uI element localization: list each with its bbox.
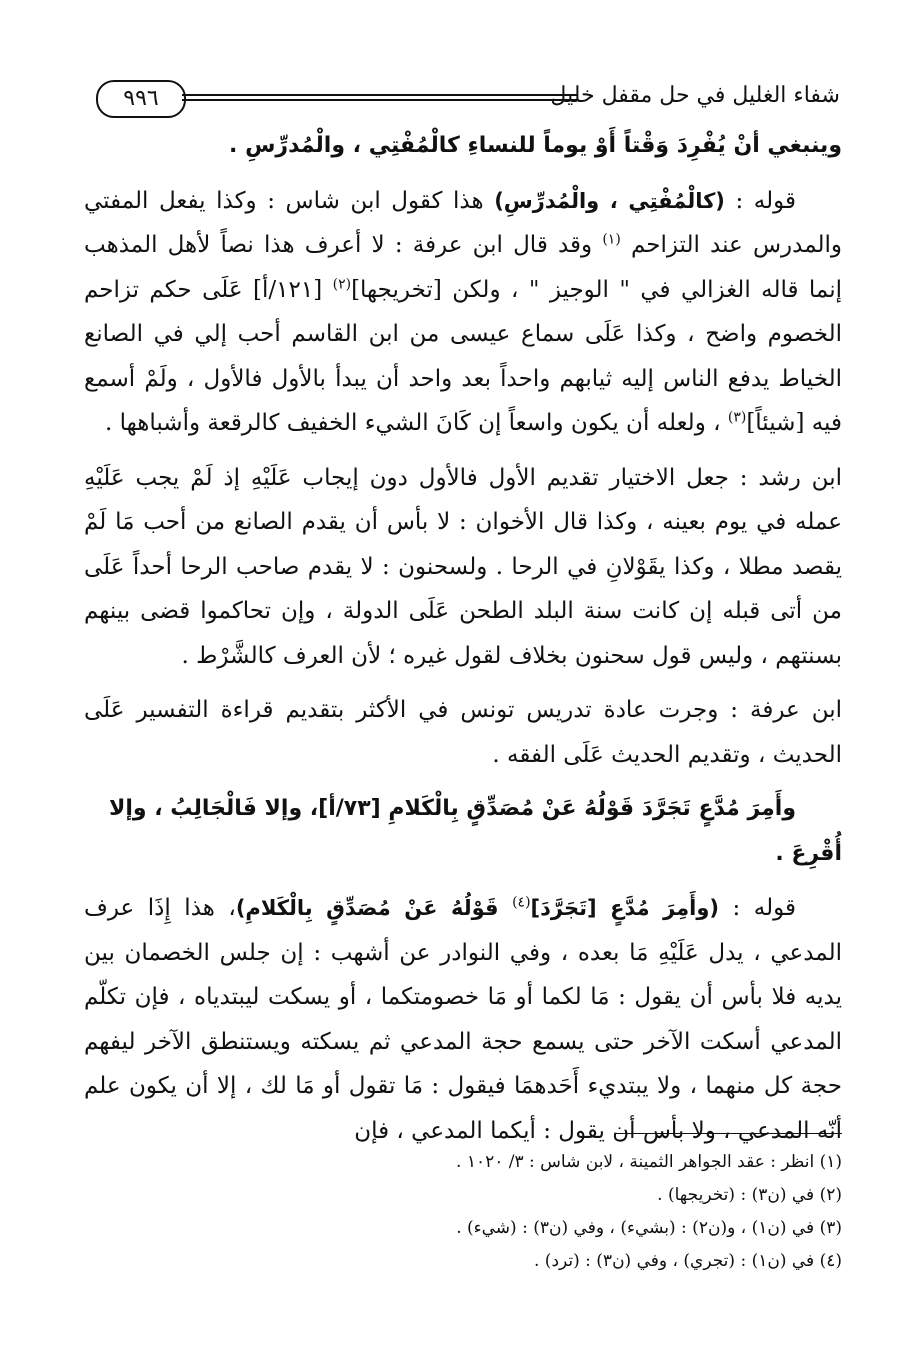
footnote-ref-4[interactable]: (٤) xyxy=(512,894,531,911)
footnote-ref-2[interactable]: (٢) xyxy=(332,275,352,292)
footnotes xyxy=(84,1146,842,1278)
lemma: قَوْلُهُ عَنْ مُصَدِّقٍ بِالْكَلامِ) xyxy=(235,896,513,920)
commentary-paragraph-2: ابن رشد : جعل الاختيار تقديم الأول فالأول دون إيجاب عَلَيْهِ إذ لَمْ يجب عَلَيْهِ عمله في يوم بعينه ، وكذا قال الأخوان : لا بأس أن يقدم الصانع من أحب مَا لَمْ يقصد مطلا ، وكذا يقَوْلانِ في الرحا . ولسحنون : لا يقدم صاحب الرحا أحداً عَلَى من أتى قبله إن كانت سنة البلد الطحن عَلَى الدولة ، وإن تحاكموا قضى بينهم بسنتهم ، وليس قول سحنون بخلاف لقول غيره ؛ لأن العرف كالشَّرْط . xyxy=(84,464,842,669)
footnote-separator xyxy=(616,1133,842,1134)
lemma: (كالْمُفْتِي ، والْمُدرِّسِ) xyxy=(494,188,725,213)
page-number: ٩٩٦ xyxy=(96,80,186,118)
commentary-paragraph-1 xyxy=(84,179,842,446)
running-header xyxy=(96,76,840,122)
footnote-2: (٢) في (ن٣) : (تخريجها) . xyxy=(657,1185,842,1205)
running-title: شفاء الغليل في حل مقفل خليل xyxy=(550,83,840,108)
footnote-4: (٤) في (ن١) : (تجري) ، وفي (ن٣) : (ترد) . xyxy=(534,1251,842,1271)
paragraph-text: هذا كقول ابن شاس : وكذا يفعل المفتي والمدرس عند التزاحم xyxy=(84,187,843,258)
commentary-prefix: قوله : xyxy=(719,895,796,921)
lemma: (وأَمِرَ مُدَّعٍ [تَجَرَّدَ] xyxy=(530,896,719,920)
footnote-ref-1[interactable]: (١) xyxy=(602,231,621,248)
main-text xyxy=(84,124,842,1163)
paragraph-text: [١٢١/أ] عَلَى حكم تزاحم الخصوم واضح ، وكذا عَلَى سماع عيسى من ابن القاسم أحب إلي في الصانع الخياط يدفع الناس إليه ثيابهم واحداً بعد واحد أن يبدأ بالأول فالأول ، ولَمْ أسمع فيه [شيئاً] xyxy=(84,276,842,436)
footnote-ref-3[interactable]: (٣) xyxy=(727,409,747,426)
matn-passage-1: وينبغي أنْ يُفْرِدَ وَقْتاً أَوْ يوماً للنساءِ كالْمُفْتِي ، والْمُدرِّسِ . xyxy=(229,133,842,158)
paragraph-text: ، ولعله أن يكون واسعاً إن كَانَ الشيء الخفيف كالرقعة وأشباهها . xyxy=(105,410,728,436)
paragraph-text: ، هذا إِذَا عرف المدعي ، يدل عَلَيْهِ مَا بعده ، وفي النوادر عن أشهب : إن جلس الخصمان بين يديه فلا بأس أن يقول : مَا لكما أو مَا خصومتكما ، أو يسكت ليبتدياه ، فإن تكلّم المدعي أسكت الآخر حتى يسمع حجة المدعي ثم يسكته ويستنطق الآخر ليفهم حجة كل منهما ، ولا يبتديء أَحَدهمَا فيقول : مَا تقول أو مَا لك ، إلا أن يكون علم أنّه المدعي ، ولا بأس أن يقول : أيكما المدعي ، فإن xyxy=(84,895,842,1144)
paragraph-text: وقد قال ابن عرفة : لا أعرف هذا نصاً لأهل المذهب إنما قاله الغزالي في " الوجيز " ، ولكن [تخريجها] xyxy=(84,232,842,303)
footnote-1: (١) انظر : عقد الجواهر الثمينة ، لابن شاس : ٣/ ١٠٢٠ . xyxy=(456,1152,842,1172)
header-rule xyxy=(182,94,578,101)
commentary-prefix: قوله : xyxy=(724,187,797,214)
commentary-paragraph-3: ابن عرفة : وجرت عادة تدريس تونس في الأكثر بتقديم قراءة التفسير عَلَى الحديث ، وتقديم الحديث عَلَى الفقه . xyxy=(84,697,842,768)
footnote-3: (٣) في (ن١) ، و(ن٢) : (بشيء) ، وفي (ن٣) : (شيء) . xyxy=(456,1218,842,1238)
matn-passage-2: وأَمِرَ مُدَّعٍ تَجَرَّدَ قَوْلُهُ عَنْ مُصَدِّقٍ بِالْكَلامِ [٧٣/أ]، وإلا فَالْجَالِبُ ، وإلا أُقْرِعَ . xyxy=(109,796,842,866)
commentary-paragraph-4 xyxy=(84,886,842,1153)
